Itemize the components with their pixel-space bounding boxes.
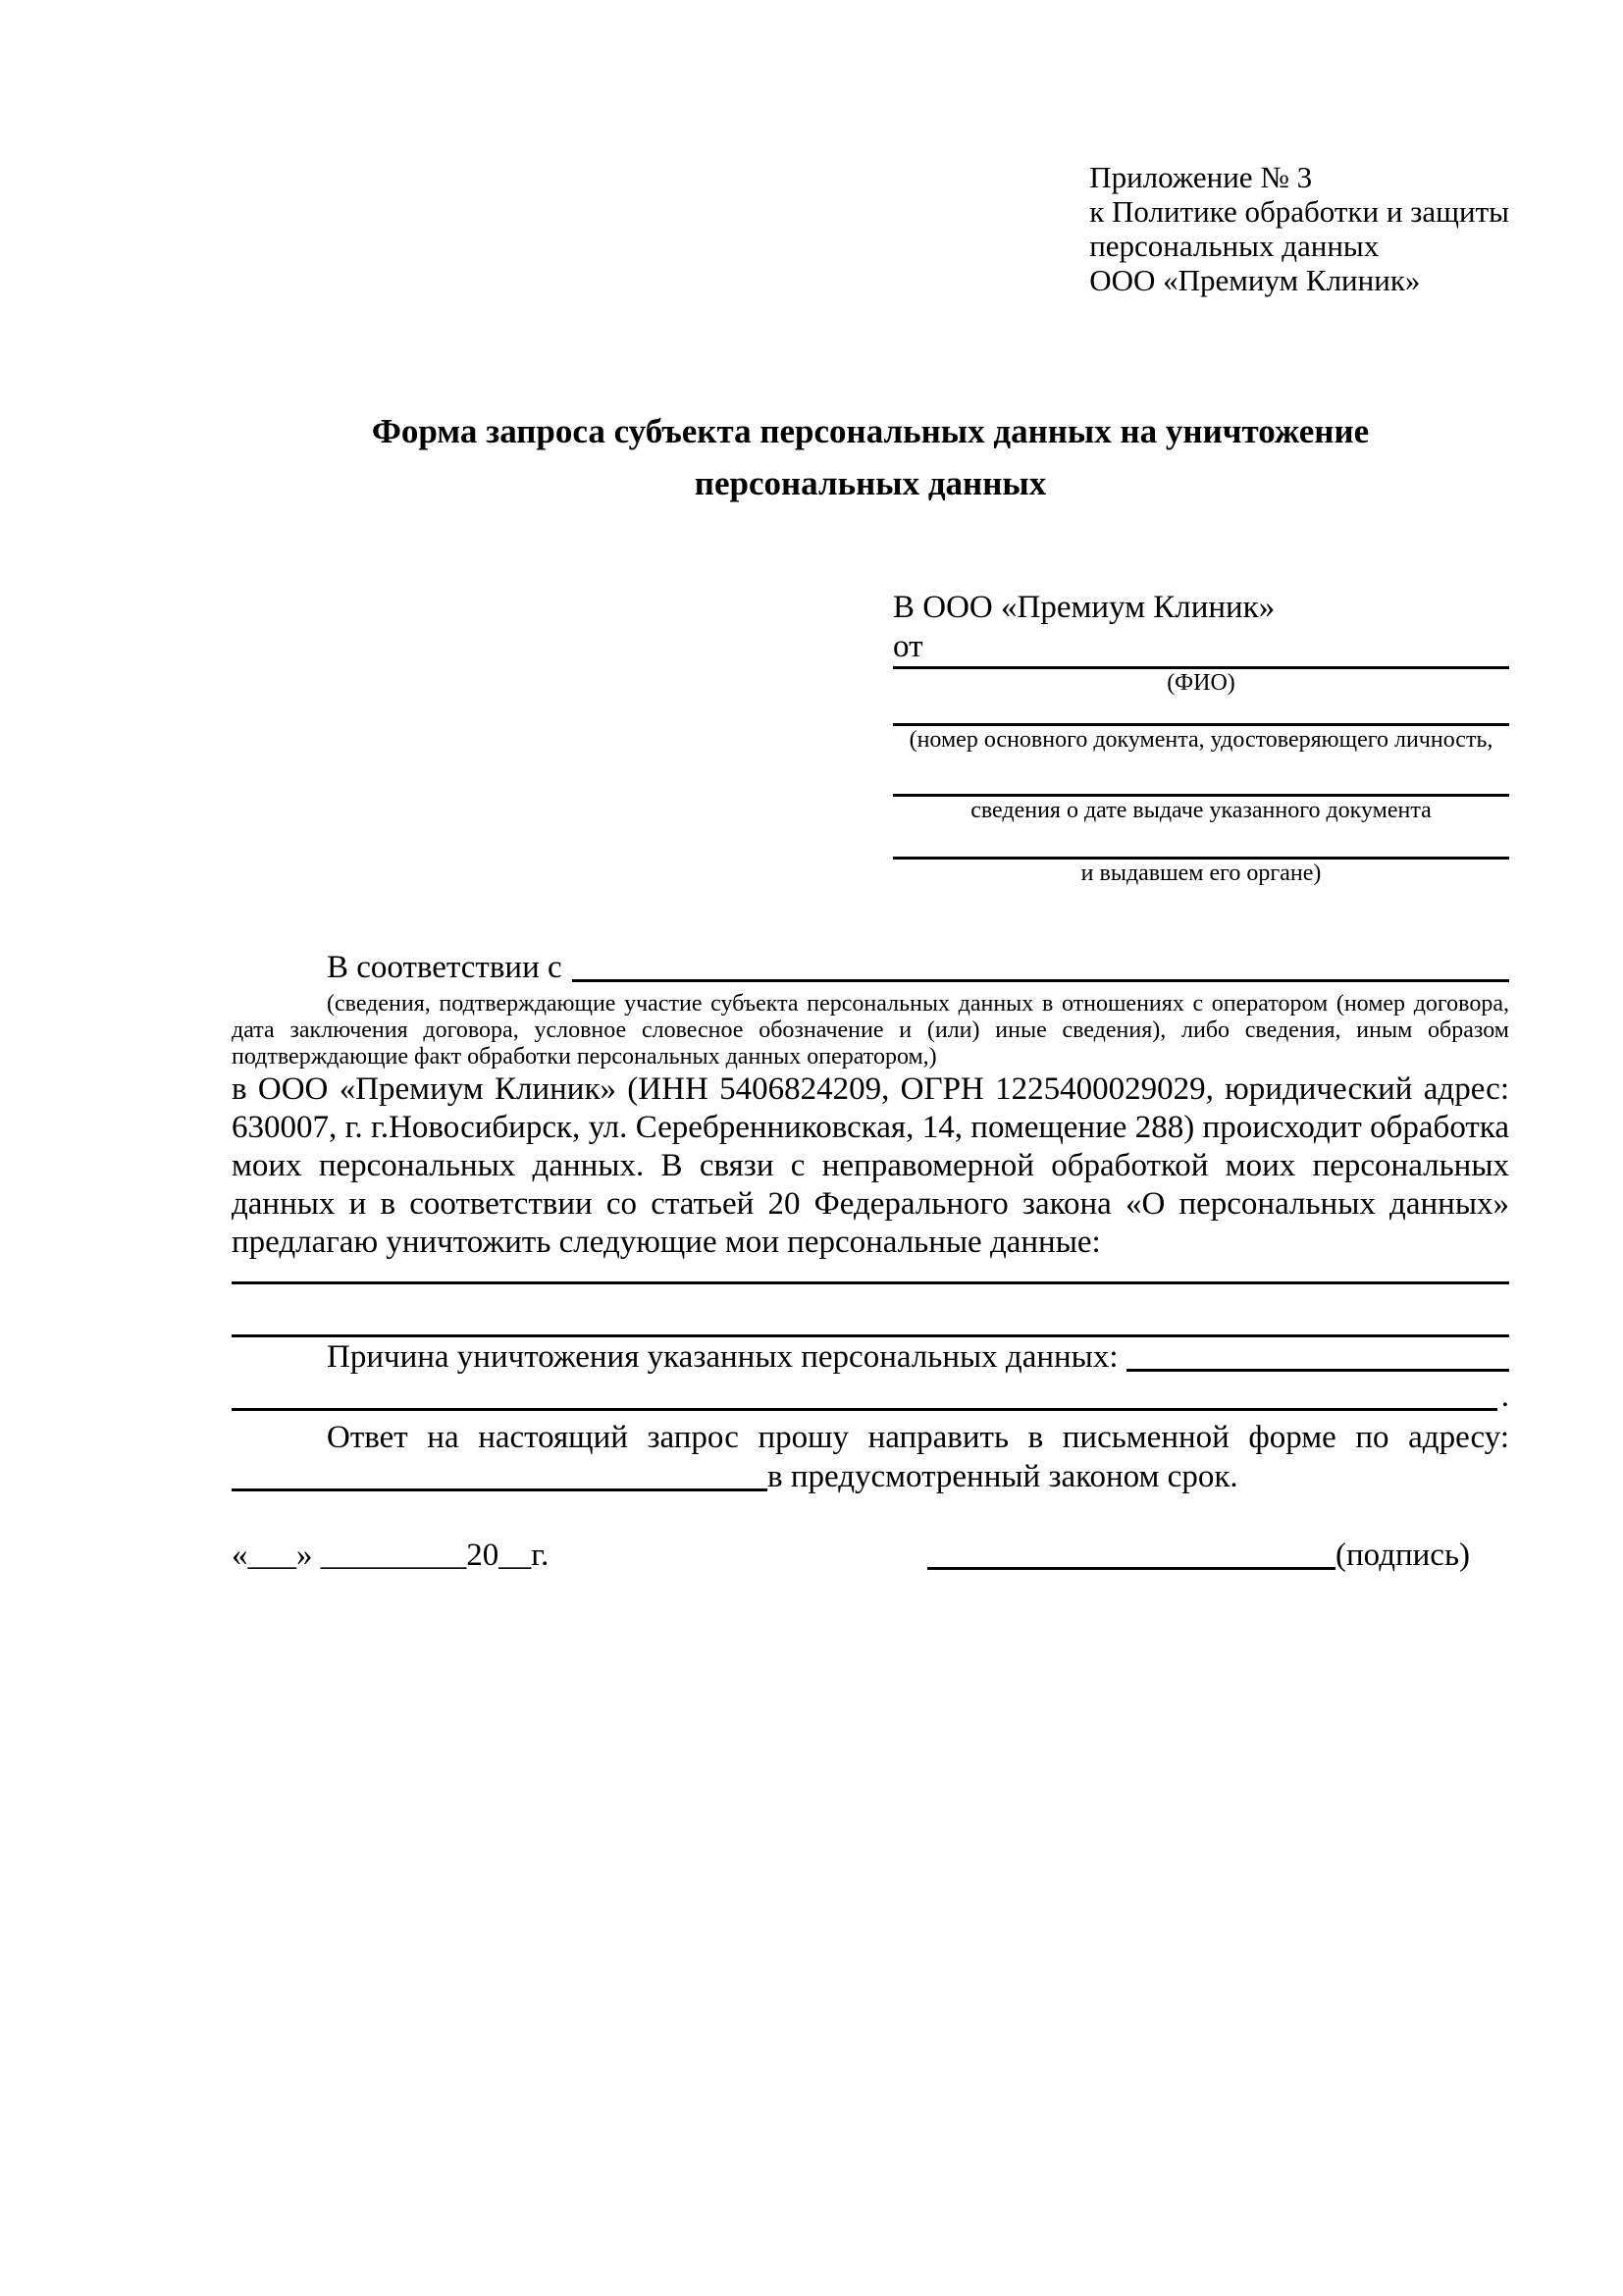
- reason-continuation-blank-line: [232, 1408, 1497, 1411]
- personal-data-blank-line-1: [232, 1262, 1509, 1284]
- reason-continuation-row: [232, 1377, 1509, 1416]
- document-number-caption: (номер основного документа, удостоверяющего личность,: [909, 727, 1493, 753]
- accordance-fine-print: (сведения, подтверждающие участие субъекта персональных данных в отношениях с оператором (номер договора, дата заключения договора, условное словесное обозначение и (или) иные сведения), либо сведения, иным образом подтверждающие факт обработки персональных данных оператором,): [232, 991, 1509, 1070]
- personal-data-blank-line-2: [232, 1284, 1509, 1337]
- issuing-authority-blank-line: [893, 824, 1509, 860]
- document-title-line-2: персональных данных: [694, 464, 1047, 502]
- annex-header-line: персональных данных: [1089, 229, 1380, 263]
- document-number-blank-line: [893, 697, 1509, 726]
- date-signature-row: [232, 1536, 1509, 1575]
- annex-header: [1089, 160, 1509, 297]
- annex-header-line: ООО «Премиум Клиник»: [1089, 263, 1421, 297]
- signature-caption: (подпись): [1335, 1538, 1470, 1573]
- fio-caption: (ФИО): [1167, 670, 1235, 696]
- main-paragraph: в ООО «Премиум Клиник» (ИНН 5406824209, ОГРН 1225400029029, юридический адрес: 630007, г. г.Новосибирск, ул. Серебренниковская, 14, помещение 288) происходит обработка моих персональных данных. В связи с неправомерной обработкой моих персональных данных и в соответствии со статьей 20 Федерального закона «О персональных данных» предлагаю уничтожить следующие мои персональные данные:: [232, 1071, 1509, 1260]
- date-placeholder: «___» _________20__г.: [232, 1538, 550, 1573]
- response-address-blank-line: [232, 1488, 767, 1491]
- issuing-authority-caption: и выдавшем его органе): [1080, 861, 1322, 886]
- addressee-from: от: [893, 629, 923, 664]
- signature-blank-line: [927, 1567, 1335, 1570]
- line-terminator: .: [1500, 1379, 1509, 1414]
- accordance-label: В соответствии с: [327, 950, 562, 985]
- annex-header-line: к Политике обработки и защиты: [1089, 194, 1509, 229]
- issue-date-caption: сведения о дате выдаче указанного документа: [970, 798, 1432, 823]
- document-title: [232, 405, 1509, 509]
- reason-label: Причина уничтожения указанных персональных данных:: [327, 1339, 1119, 1375]
- addressee-block: [893, 588, 1509, 887]
- response-address-row: [232, 1457, 1509, 1496]
- accordance-row: [232, 948, 1509, 987]
- issue-date-blank-line: [893, 754, 1509, 797]
- response-request-tail: в предусмотренный законом срок.: [767, 1459, 1238, 1494]
- addressee-to: В ООО «Премиум Клиник»: [893, 590, 1276, 625]
- reason-blank-line: [1126, 1369, 1509, 1372]
- accordance-blank-line: [572, 979, 1509, 982]
- annex-header-line: Приложение № 3: [1089, 160, 1313, 194]
- reason-row: [232, 1337, 1509, 1377]
- response-request-line: Ответ на настоящий запрос прошу направить в письменной форме по адресу:: [327, 1420, 1509, 1455]
- document-title-line-1: Форма запроса субъекта персональных данных на уничтожение: [371, 412, 1370, 450]
- signature-group: [927, 1536, 1470, 1575]
